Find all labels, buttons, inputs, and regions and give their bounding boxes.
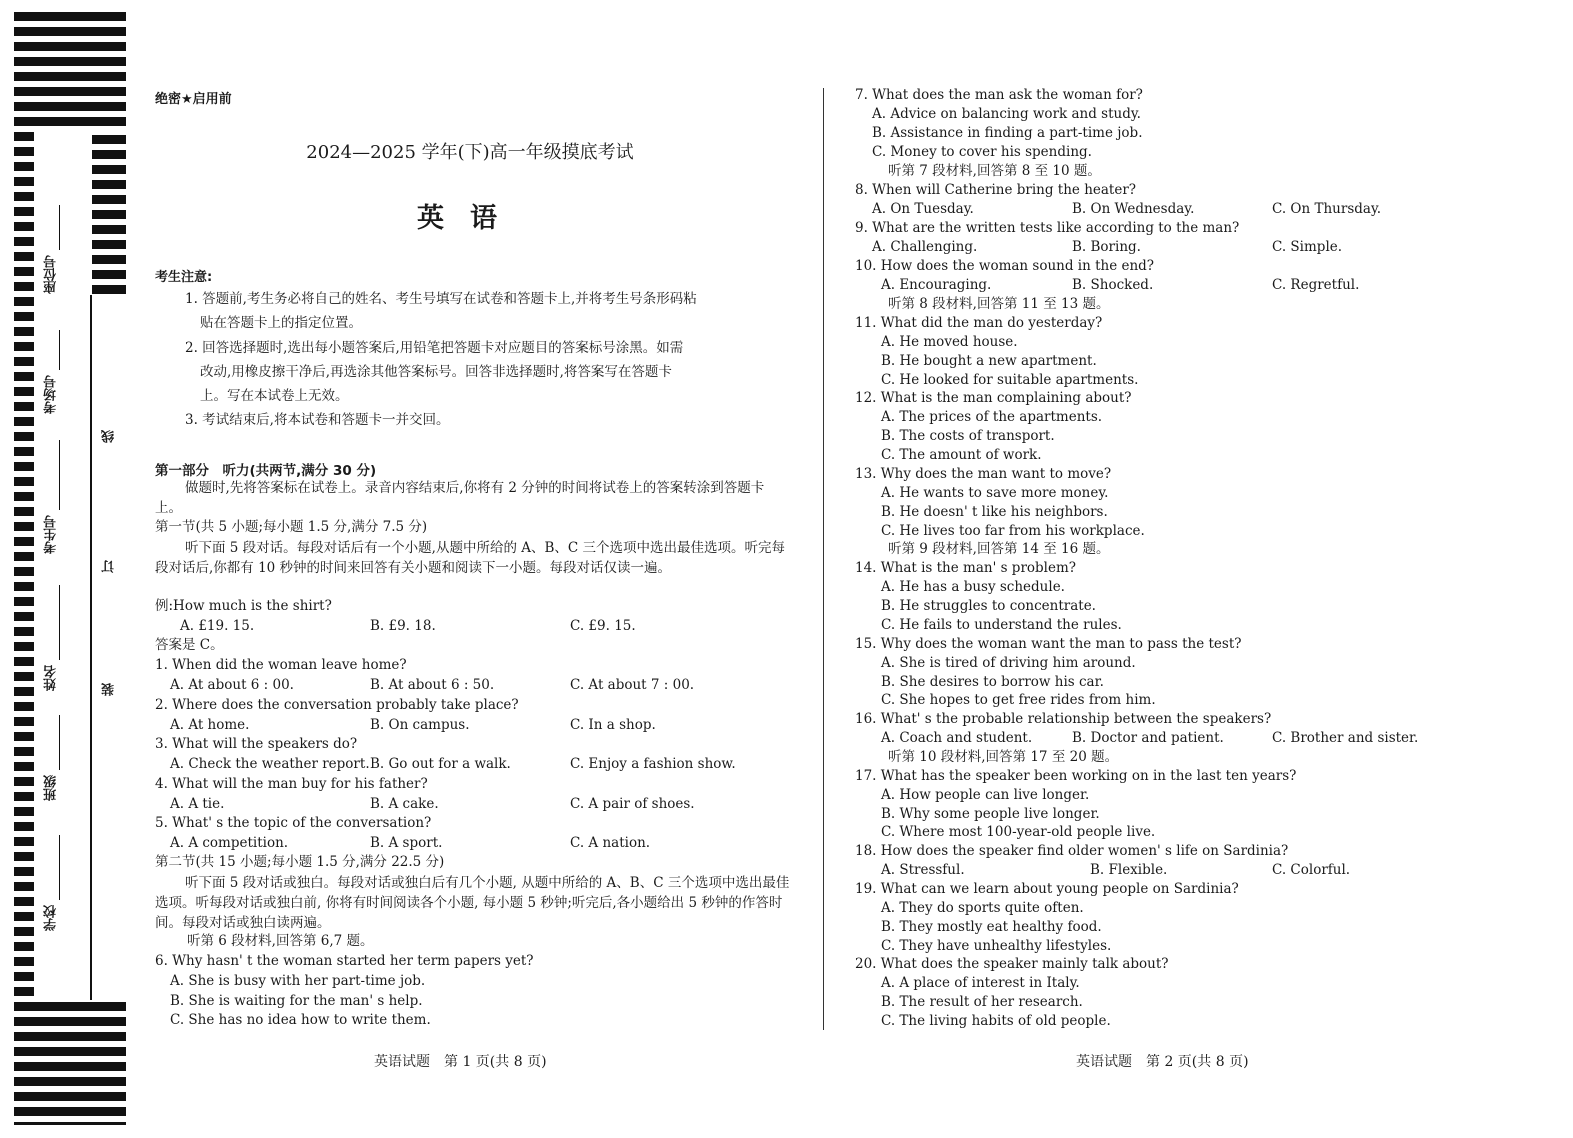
question: 4. What will the man buy for his father? xyxy=(155,776,428,792)
fill-line xyxy=(59,835,60,900)
question: 3. What will the speakers do? xyxy=(155,736,358,752)
fill-line xyxy=(59,585,60,660)
question: 2. Where does the conversation probably take place? xyxy=(155,697,519,713)
option: B. He struggles to concentrate. xyxy=(881,598,1096,614)
subject-title: 英语 xyxy=(417,203,523,234)
option: B. The costs of transport. xyxy=(881,428,1055,444)
fill-line xyxy=(59,715,60,770)
question: 1. When did the woman leave home? xyxy=(155,657,407,673)
option: C. Colorful. xyxy=(1272,862,1351,878)
example-option: A. £19. 15. xyxy=(180,618,255,634)
question: 18. How does the speaker find older women' s life on Sardinia? xyxy=(855,843,1289,859)
material-note: 听第 8 段材料,回答第 11 至 13 题。 xyxy=(888,296,1110,312)
question: 9. What are the written tests like according to the man? xyxy=(855,220,1240,236)
question: 19. What can we learn about young people on Sardinia? xyxy=(855,881,1239,897)
option: A. Advice on balancing work and study. xyxy=(872,106,1141,122)
example-question: 例:How much is the shirt? xyxy=(155,598,332,614)
note-item: 1. 答题前,考生务必将自己的姓名、考生号填写在试卷和答题卡上,并将考生号条形码粘 贴在答题卡上的指定位置。 xyxy=(185,291,697,331)
option: B. Assistance in finding a part-time job. xyxy=(872,125,1143,141)
exam-title: 2024—2025 学年(下)高一年级摸底考试 xyxy=(306,142,634,163)
material-note: 听第 10 段材料,回答第 17 至 20 题。 xyxy=(888,749,1119,765)
question: 16. What' s the probable relationship between the speakers? xyxy=(855,711,1272,727)
material-note: 听第 9 段材料,回答第 14 至 16 题。 xyxy=(888,541,1110,557)
option: C. At about 7 : 00. xyxy=(570,677,695,693)
option: B. On Wednesday. xyxy=(1072,201,1195,217)
fill-line xyxy=(59,440,60,510)
label-student-number: 考生号 xyxy=(44,515,59,554)
label-name: 姓名 xyxy=(44,665,59,691)
option: B. Why some people live longer. xyxy=(881,806,1100,822)
option: A. A competition. xyxy=(170,835,289,851)
option: A. How people can live longer. xyxy=(881,787,1090,803)
part1-intro: 做题时,先将答案标在试卷上。录音内容结束后,你将有 2 分钟的时间将试卷上的答案转涂到答题卡上。 xyxy=(155,480,765,516)
option: C. Simple. xyxy=(1272,239,1343,255)
option: B. On campus. xyxy=(370,717,470,733)
seal-char-line: 线 xyxy=(102,430,117,443)
option: A. He has a busy schedule. xyxy=(881,579,1065,595)
label-seat-number: 座位号 xyxy=(44,255,59,294)
question: 13. Why does the man want to move? xyxy=(855,466,1112,482)
label-class: 班级 xyxy=(44,775,59,801)
option: C. In a shop. xyxy=(570,717,656,733)
option: C. Where most 100-year-old people live. xyxy=(881,824,1156,840)
option: A. At about 6 : 00. xyxy=(170,677,294,693)
option: A. They do sports quite often. xyxy=(881,900,1084,916)
option: C. He looked for suitable apartments. xyxy=(881,372,1139,388)
page-footer-left: 英语试题 第 1 页(共 8 页) xyxy=(374,1054,547,1070)
option: A. She is tired of driving him around. xyxy=(881,655,1136,671)
column-divider xyxy=(823,88,824,1030)
option: C. They have unhealthy lifestyles. xyxy=(881,938,1112,954)
note-item: 2. 回答选择题时,选出每小题答案后,用铅笔把答题卡对应题目的答案标号涂黑。如需 改动,用橡皮擦干净后,再选涂其他答案标号。回答非选择题时,将答案写在答题卡 上。写在本试卷上无效。 xyxy=(185,340,684,404)
question: 11. What did the man do yesterday? xyxy=(855,315,1103,331)
fill-line xyxy=(59,330,60,370)
option: B. They mostly eat healthy food. xyxy=(881,919,1102,935)
section2-intro: 听下面 5 段对话或独白。每段对话或独白后有几个小题, 从题中所给的 A、B、C 三个选项中选出最佳选项。听每段对话或独白前, 你将有时间阅读各个小题, 每小题 5 秒钟;听完后,各小题给出 5 秒钟的作答时间。每段对话或独白读两遍。 xyxy=(155,875,790,931)
question: 8. When will Catherine bring the heater? xyxy=(855,182,1137,198)
option: C. A nation. xyxy=(570,835,651,851)
option: A. A tie. xyxy=(170,796,225,812)
option: B. He bought a new apartment. xyxy=(881,353,1097,369)
option: C. Enjoy a fashion show. xyxy=(570,756,736,772)
option: C. Brother and sister. xyxy=(1272,730,1419,746)
option: C. The amount of work. xyxy=(881,447,1042,463)
fill-line xyxy=(59,205,60,250)
question: 5. What' s the topic of the conversation? xyxy=(155,815,432,831)
question: 14. What is the man' s problem? xyxy=(855,560,1077,576)
option: C. He lives too far from his workplace. xyxy=(881,523,1145,539)
material-note: 听第 7 段材料,回答第 8 至 10 题。 xyxy=(888,163,1101,179)
option: C. Money to cover his spending. xyxy=(872,144,1092,160)
question: 12. What is the man complaining about? xyxy=(855,390,1132,406)
option: C. The living habits of old people. xyxy=(881,1013,1111,1029)
binding-strip-column xyxy=(90,295,126,1000)
notes-heading: 考生注意: xyxy=(155,270,213,285)
secret-mark: 绝密★启用前 xyxy=(155,92,232,107)
label-exam-room: 考场号 xyxy=(44,375,59,414)
option: C. A pair of shoes. xyxy=(570,796,695,812)
option: B. A cake. xyxy=(370,796,439,812)
option: C. She has no idea how to write them. xyxy=(170,1012,431,1028)
section1-intro: 听下面 5 段对话。每段对话后有一个小题,从题中所给的 A、B、C 三个选项中选出最佳选项。听完每段对话后,你都有 10 秒钟的时间来回答有关小题和阅读下一小题。每段对话仅读一遍。 xyxy=(155,540,786,576)
option: A. He wants to save more money. xyxy=(881,485,1109,501)
option: A. Coach and student. xyxy=(881,730,1033,746)
binding-strip-band xyxy=(92,135,126,295)
option: B. Flexible. xyxy=(1090,862,1168,878)
question: 17. What has the speaker been working on in the last ten years? xyxy=(855,768,1297,784)
option: B. She is waiting for the man' s help. xyxy=(170,993,423,1009)
material-note: 听第 6 段材料,回答第 6,7 题。 xyxy=(187,933,374,949)
section1-heading: 第一节(共 5 小题;每小题 1.5 分,满分 7.5 分) xyxy=(155,519,428,535)
option: B. He doesn' t like his neighbors. xyxy=(881,504,1108,520)
example-option: B. £9. 18. xyxy=(370,618,436,634)
option: B. Shocked. xyxy=(1072,277,1154,293)
label-school: 学校 xyxy=(44,905,59,931)
question: 15. Why does the woman want the man to pass the test? xyxy=(855,636,1242,652)
seal-char-order: 订 xyxy=(102,560,117,573)
option: B. The result of her research. xyxy=(881,994,1083,1010)
option: A. Challenging. xyxy=(872,239,978,255)
seal-char-bind: 装 xyxy=(102,683,117,696)
page-footer-right: 英语试题 第 2 页(共 8 页) xyxy=(1076,1054,1249,1070)
part1-heading: 第一部分 听力(共两节,满分 30 分) xyxy=(155,463,377,479)
note-item: 3. 考试结束后,将本试卷和答题卡一并交回。 xyxy=(185,412,450,428)
option: B. She desires to borrow his car. xyxy=(881,674,1104,690)
option: A. The prices of the apartments. xyxy=(881,409,1103,425)
question: 20. What does the speaker mainly talk about? xyxy=(855,956,1169,972)
question: 6. Why hasn' t the woman started her term papers yet? xyxy=(155,953,534,969)
example-option: C. £9. 15. xyxy=(570,618,636,634)
option: C. Regretful. xyxy=(1272,277,1360,293)
option: A. On Tuesday. xyxy=(872,201,974,217)
option: A. At home. xyxy=(170,717,250,733)
option: B. Doctor and patient. xyxy=(1072,730,1224,746)
option: A. She is busy with her part-time job. xyxy=(170,973,426,989)
option: C. She hopes to get free rides from him. xyxy=(881,692,1156,708)
question: 7. What does the man ask the woman for? xyxy=(855,87,1143,103)
option: C. On Thursday. xyxy=(1272,201,1382,217)
option: A. Check the weather report. xyxy=(170,756,370,772)
option: A. Encouraging. xyxy=(881,277,992,293)
option: A. Stressful. xyxy=(881,862,965,878)
option: B. A sport. xyxy=(370,835,443,851)
section2-heading: 第二节(共 15 小题;每小题 1.5 分,满分 22.5 分) xyxy=(155,854,445,870)
option: B. Boring. xyxy=(1072,239,1141,255)
option: A. He moved house. xyxy=(881,334,1018,350)
example-answer: 答案是 C。 xyxy=(155,637,224,653)
question: 10. How does the woman sound in the end? xyxy=(855,258,1155,274)
option: B. At about 6 : 50. xyxy=(370,677,495,693)
option: B. Go out for a walk. xyxy=(370,756,511,772)
option: C. He fails to understand the rules. xyxy=(881,617,1122,633)
option: A. A place of interest in Italy. xyxy=(881,975,1080,991)
